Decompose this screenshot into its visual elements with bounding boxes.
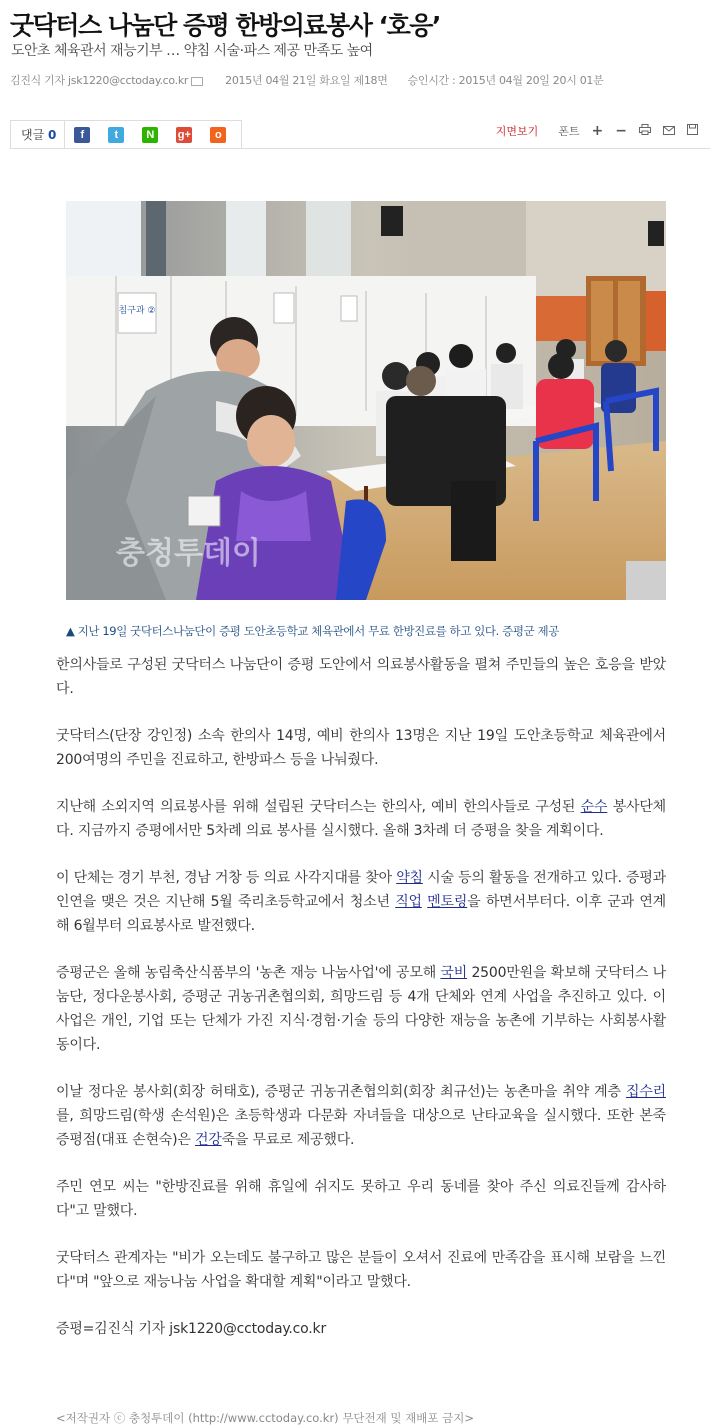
paragraph-text: 굿닥터스(단장 강인정) 소속 한의사 14명, 예비 한의사 13명은 지난 19일 도안초등학교 체육관에서 200여명의 주민을 진료하고, 한방파스 등을 나눠줬다. [56, 728, 666, 768]
article-paragraph [56, 1246, 666, 1294]
keyword-link[interactable]: 약침 [396, 870, 423, 886]
keyword-link[interactable]: 순수 [580, 799, 608, 815]
keyword-link[interactable]: 직업 [395, 894, 422, 910]
facebook-icon[interactable]: f [74, 127, 90, 143]
article-paragraph [56, 795, 666, 843]
save-icon[interactable] [687, 124, 698, 138]
photo-watermark: 충청투데이 [116, 536, 261, 571]
article-tools [496, 123, 704, 139]
paragraph-text: 이 단체는 경기 부천, 경남 거창 등 의료 사각지대를 찾아 [56, 870, 397, 886]
photo-scene [66, 201, 666, 600]
paragraph-text: 봉사단체다. 지금까지 증평에서만 5차례 의료 봉사를 실시했다. 올해 3차례 더 증평을 찾을 계획이다. [56, 799, 666, 839]
comment-label: 댓글 [21, 128, 45, 142]
article-paragraph [56, 961, 666, 1057]
article-body [56, 653, 666, 1364]
paragraph-text: 증평군은 올해 농림축산식품부의 '농촌 재능 나눔사업'에 공모해 [56, 965, 441, 981]
article-paragraph [56, 1317, 666, 1341]
more-share-icon[interactable]: o [210, 127, 226, 143]
copyright-notice: <저작권자 ⓒ 충청투데이 (http://www.cctoday.co.kr) 무단전재 및 재배포 금지> [56, 1411, 475, 1425]
paragraph-text: 증평=김진식 기자 jsk1220@cctoday.co.kr [56, 1321, 327, 1337]
paragraph-text: 2500만원을 확보해 굿닥터스 나눔단, 정다운봉사회, 증평군 귀농귀촌협의회, 희망드림 등 4개 단체와 연계 사업을 추진하고 있다. 이 사업은 개인, 기업 또는 단체가 가진 지식·경험·기술 등의 다양한 재능을 농촌에 기부하는 사회봉사활동이다. [56, 965, 666, 1053]
font-increase-icon[interactable]: + [591, 123, 604, 139]
paragraph-text: 시술 등의 활동을 전개하고 있다. 증평과 인연을 맺은 것은 지난해 5월 죽리초등학교에서 청소년 [56, 870, 666, 910]
paragraph-text: 를, 희망드림(학생 손석원)은 초등학생과 다문화 자녀들을 대상으로 난타교육을 실시했다. 또한 본죽 증평점(대표 손현숙)은 [56, 1108, 666, 1148]
twitter-icon[interactable]: t [108, 127, 124, 143]
reporter-byline[interactable]: 김진식 기자 jsk1220@cctoday.co.kr [10, 74, 189, 87]
print-icon[interactable] [639, 124, 651, 138]
paper-view-link[interactable]: 지면보기 [495, 125, 539, 138]
article-title: 굿닥터스 나눔단 증평 한방의료봉사 ‘호응’ [10, 11, 440, 40]
toolbar-divider [10, 148, 710, 149]
naver-icon[interactable]: N [142, 127, 158, 143]
article-paragraph [56, 724, 666, 772]
article-paragraph [56, 1175, 666, 1223]
article-paragraph [56, 866, 666, 938]
article-photo[interactable] [66, 201, 666, 600]
share-bar [10, 120, 242, 149]
keyword-link[interactable]: 집수리 [626, 1084, 666, 1100]
paragraph-text: 주민 연모 씨는 "한방진료를 위해 휴일에 쉬지도 못하고 우리 동네를 찾아 주신 의료진들께 감사하다"고 말했다. [56, 1179, 666, 1219]
paragraph-text: 지난해 소외지역 의료봉사를 위해 설립된 굿닥터스는 한의사, 예비 한의사들로 구성된 [56, 799, 581, 815]
google-plus-icon[interactable]: g+ [177, 129, 191, 141]
article-paragraph [56, 653, 666, 701]
keyword-link[interactable]: 건강 [194, 1132, 222, 1148]
approval-time: 승인시간 : 2015년 04월 20일 20시 01분 [407, 74, 604, 87]
font-label: 폰트 [558, 125, 580, 138]
keyword-link[interactable]: 국비 [440, 965, 468, 981]
article-meta [10, 72, 623, 88]
photo-caption: ▲ 지난 19일 굿닥터스나눔단이 증평 도안초등학교 체육관에서 무료 한방진료를 하고 있다. 증평군 제공 [66, 624, 559, 638]
paragraph-text: 한의사들로 구성된 굿닥터스 나눔단이 증평 도안에서 의료봉사활동을 펼쳐 주민들의 높은 호응을 받았다. [56, 657, 666, 697]
paragraph-text: 죽을 무료로 제공했다. [221, 1132, 355, 1148]
email-icon[interactable] [663, 124, 675, 138]
paragraph-text: 굿닥터스 관계자는 "비가 오는데도 불구하고 많은 분들이 오셔서 진료에 만족감을 표시해 보람을 느낀다"며 "앞으로 재능나눔 사업을 확대할 계획"이라고 말했다. [56, 1250, 666, 1290]
comment-button[interactable] [11, 121, 65, 149]
keyword-link[interactable]: 멘토링 [427, 894, 468, 910]
paragraph-text: 을 하면서부터다. 이후 군과 연계해 6월부터 의료봉사로 발전했다. [56, 894, 666, 934]
issue-date: 2015년 04월 21일 화요일 제18면 [225, 74, 388, 87]
article-subtitle: 도안초 체육관서 재능기부 … 약침 시술·파스 제공 만족도 높여 [11, 43, 373, 59]
comment-count: 0 [48, 128, 57, 142]
font-decrease-icon[interactable]: − [615, 123, 627, 139]
article-paragraph [56, 1080, 666, 1152]
paragraph-text: 이날 정다운 봉사회(회장 허태호), 증평군 귀농귀촌협의회(회장 최규선)는 농촌마을 취약 계층 [56, 1084, 627, 1100]
mail-icon[interactable] [191, 77, 203, 86]
photo-sign: 침구과 ② [118, 306, 156, 316]
